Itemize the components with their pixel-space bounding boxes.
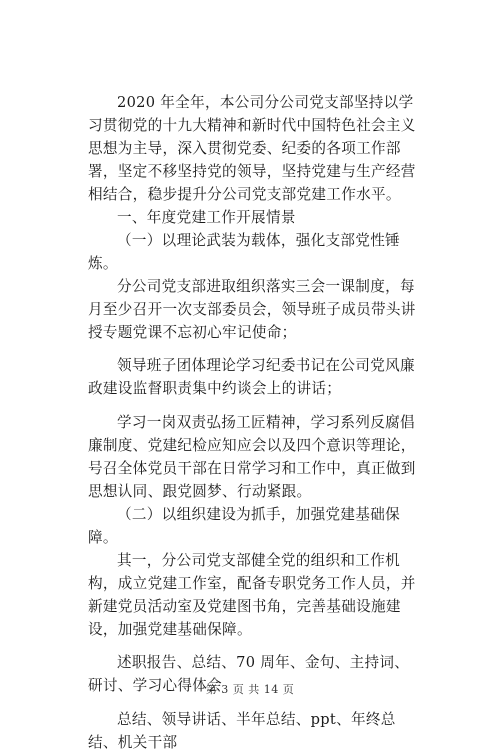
body-paragraph: 领导班子团体理论学习纪委书记在公司党风廉政建设监督职责集中约谈会上的讲话； xyxy=(88,357,415,397)
body-paragraph: 其一，分公司党支部健全党的组织和工作机构，成立党建工作室，配备专职党务工作人员，并新建党员活动室及党建图书角，完善基础设施建设，加强党建基础保障。 xyxy=(88,552,416,638)
section-heading-1: 一、年度党建工作开展情景 xyxy=(117,209,296,226)
intro-paragraph: 2020 年全年，本公司分公司党支部坚持以学习贯彻党的十九大精神和新时代中国特色社会主义思想为主导，深入贯彻党委、纪委的各项工作部署，坚定不移坚持党的领导，坚持党建与生产经营相结合，稳步提升分公司党支部党建工作水平。 xyxy=(88,94,416,203)
keyword-line: 总结、领导讲话、半年总结、ppt、年终总结、机关干部 xyxy=(88,711,396,751)
subsection-heading-1: （一）以理论武装为载体，强化支部党性锤炼。 xyxy=(88,232,400,272)
subsection-heading-2: （二）以组织建设为抓手，加强党建基础保障。 xyxy=(88,506,400,546)
body-paragraph: 分公司党支部进取组织落实三会一课制度，每月至少召开一次支部委员会，领导班子成员带头讲授专题党课不忘初心牢记使命； xyxy=(88,278,416,341)
keyword-line: 述职报告、总结、70 周年、金句、主持词、研讨、学习心得体会 xyxy=(88,654,410,694)
page-number-footer: 第 3 页 共 14 页 xyxy=(205,683,295,696)
document-body xyxy=(88,91,418,754)
body-paragraph: 学习一岗双责弘扬工匠精神，学习系列反腐倡廉制度、党建纪检应知应会以及四个意识等理论，号召全体党员干部在日常学习和工作中，真正做到思想认同、跟党圆梦、行动紧跟。 xyxy=(88,414,416,500)
